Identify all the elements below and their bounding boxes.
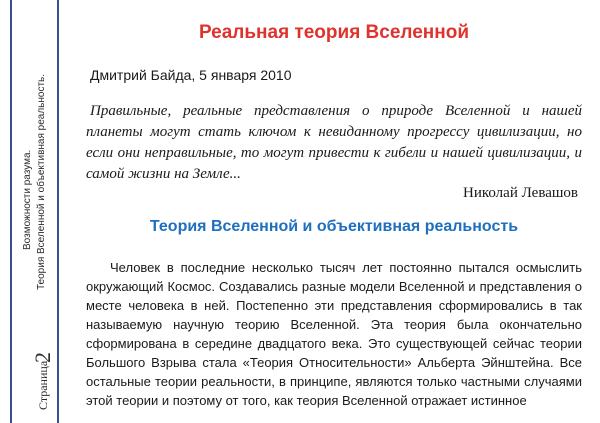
section-heading: Теория Вселенной и объективная реальность bbox=[149, 218, 519, 235]
page-sidebar bbox=[0, 0, 62, 423]
page-title: Реальная теория Вселенной bbox=[198, 22, 470, 43]
main-content bbox=[86, 0, 582, 423]
page-label: Страница bbox=[36, 360, 50, 410]
sidebar-border-outer bbox=[10, 0, 12, 423]
epigraph-quote: Правильные, реальные представления о природе Вселенной и нашей планеты могут стать ключом к невиданному прогрессу цивилизации, но если они неправильные, то могут привести к гибели и нашей цивилизации, и самой жизни на Земле... bbox=[86, 103, 582, 182]
body-paragraph: Человек в последние несколько тысяч лет постоянно пытался осмыслить окружающий Космос. Создавались разные модели Вселенной и представления о месте человека в ней. Постепенно эти представления сформировались в так называемую научную теорию Вселенной. Эта теория была окончательно сформирована в середине двадцатого века. Это существующей сейчас теории Большого Взрыва стала «Теория Относительности» Альберта Эйнштейна. Все остальные теории реальности, в принципе, являются только частными случаями этой теории и поэтому от того, как теория Вселенной отражает истинное bbox=[86, 260, 582, 408]
page-number: 2 bbox=[30, 352, 55, 363]
sidebar-section-title: Возможности разума. bbox=[22, 149, 33, 250]
sidebar-border-inner bbox=[57, 0, 59, 423]
sidebar-chapter-title: Теория Вселенной и объективная реальность. bbox=[36, 73, 47, 290]
epigraph-author: Николай Левашов bbox=[462, 185, 578, 201]
author-date-line: Дмитрий Байда, 5 января 2010 bbox=[90, 67, 292, 83]
